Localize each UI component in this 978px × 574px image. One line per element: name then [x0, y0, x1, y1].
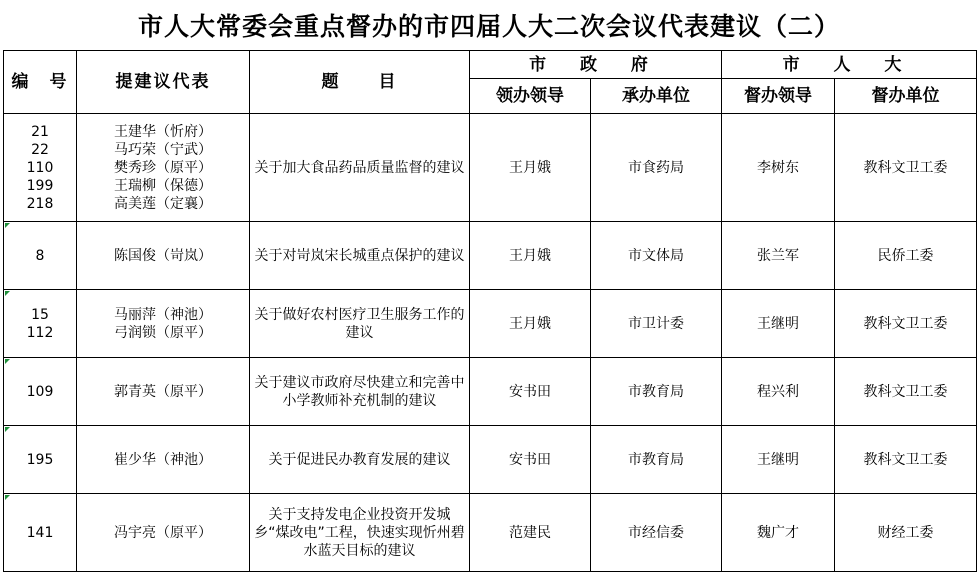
cell-topic: 关于支持发电企业投资开发城乡“煤改电”工程，快速实现忻州碧水蓝天目标的建议 [250, 494, 470, 572]
proposal-id: 141 [26, 524, 54, 541]
proposal-id: 199 [26, 177, 54, 194]
cell-gov-unit: 市卫计委 [591, 290, 722, 358]
cell-npc-unit: 教科文卫工委 [835, 358, 977, 426]
page-title: 市人大常委会重点督办的市四届人大二次会议代表建议（二） [137, 12, 840, 41]
cell-representatives [77, 290, 250, 358]
comment-indicator-icon [5, 223, 10, 228]
representative-name: 王建华（忻府） [114, 123, 212, 140]
table-row [4, 494, 977, 572]
proposal-id: 218 [26, 195, 54, 212]
cell-npc-leader: 张兰军 [722, 222, 835, 290]
cell-npc-unit: 民侨工委 [835, 222, 977, 290]
header-representatives: 提建议代表 [77, 51, 250, 114]
cell-representatives [77, 222, 250, 290]
proposal-id: 112 [26, 324, 54, 341]
cell-npc-leader: 李树东 [722, 114, 835, 222]
cell-topic: 关于建议市政府尽快建立和完善中小学教师补充机制的建议 [250, 358, 470, 426]
header-id: 编 号 [4, 51, 77, 114]
cell-topic: 关于对岢岚宋长城重点保护的建议 [250, 222, 470, 290]
representative-name: 郭青英（原平） [114, 383, 212, 400]
representative-name: 马丽萍（神池） [114, 306, 212, 323]
representative-name: 王瑞柳（保德） [114, 177, 212, 194]
representative-name: 崔少华（神池） [114, 451, 212, 468]
cell-id [4, 426, 77, 494]
header-npc-unit: 督办单位 [835, 79, 977, 114]
cell-representatives [77, 494, 250, 572]
proposal-id: 21 [31, 123, 49, 140]
cell-gov-leader: 安书田 [470, 358, 591, 426]
proposal-id: 195 [26, 451, 54, 468]
header-topic: 题 目 [250, 51, 470, 114]
cell-gov-leader: 王月娥 [470, 290, 591, 358]
proposal-id: 15 [31, 306, 49, 323]
proposal-id: 8 [35, 247, 45, 264]
cell-gov-unit: 市文体局 [591, 222, 722, 290]
proposal-id: 110 [26, 159, 54, 176]
cell-npc-unit: 教科文卫工委 [835, 114, 977, 222]
cell-gov-unit: 市经信委 [591, 494, 722, 572]
cell-npc-unit: 教科文卫工委 [835, 290, 977, 358]
cell-topic: 关于促进民办教育发展的建议 [250, 426, 470, 494]
cell-topic: 关于做好农村医疗卫生服务工作的建议 [250, 290, 470, 358]
representative-name: 陈国俊（岢岚） [114, 247, 212, 264]
cell-npc-leader: 程兴利 [722, 358, 835, 426]
proposal-table [3, 50, 977, 572]
cell-npc-leader: 王继明 [722, 426, 835, 494]
representative-name: 樊秀珍（原平） [114, 159, 212, 176]
header-row-top [4, 51, 977, 79]
cell-representatives [77, 426, 250, 494]
cell-id [4, 494, 77, 572]
cell-npc-leader: 王继明 [722, 290, 835, 358]
proposal-id: 109 [26, 383, 54, 400]
table-row [4, 290, 977, 358]
table-row [4, 114, 977, 222]
cell-id [4, 114, 77, 222]
table-row [4, 358, 977, 426]
cell-gov-unit: 市教育局 [591, 358, 722, 426]
cell-representatives [77, 358, 250, 426]
cell-gov-leader: 王月娥 [470, 222, 591, 290]
cell-gov-unit: 市教育局 [591, 426, 722, 494]
header-npc-leader: 督办领导 [722, 79, 835, 114]
representative-name: 马巧荣（宁武） [114, 141, 212, 158]
cell-npc-unit: 教科文卫工委 [835, 426, 977, 494]
cell-gov-leader: 安书田 [470, 426, 591, 494]
comment-indicator-icon [5, 495, 10, 500]
cell-gov-leader: 范建民 [470, 494, 591, 572]
proposal-id: 22 [31, 141, 49, 158]
cell-id [4, 222, 77, 290]
cell-npc-leader: 魏广才 [722, 494, 835, 572]
representative-name: 高美莲（定襄） [114, 195, 212, 212]
table-row [4, 222, 977, 290]
cell-gov-leader: 王月娥 [470, 114, 591, 222]
table-row [4, 426, 977, 494]
representative-name: 冯宇亮（原平） [114, 524, 212, 541]
cell-id [4, 358, 77, 426]
representative-name: 弓润锁（原平） [114, 324, 212, 341]
header-government: 市 政 府 [470, 51, 722, 79]
header-gov-unit: 承办单位 [591, 79, 722, 114]
comment-indicator-icon [5, 427, 10, 432]
comment-indicator-icon [5, 359, 10, 364]
comment-indicator-icon [5, 291, 10, 296]
header-gov-leader: 领办领导 [470, 79, 591, 114]
cell-id [4, 290, 77, 358]
cell-representatives [77, 114, 250, 222]
cell-topic: 关于加大食品药品质量监督的建议 [250, 114, 470, 222]
cell-gov-unit: 市食药局 [591, 114, 722, 222]
header-congress: 市 人 大 [722, 51, 977, 79]
cell-npc-unit: 财经工委 [835, 494, 977, 572]
